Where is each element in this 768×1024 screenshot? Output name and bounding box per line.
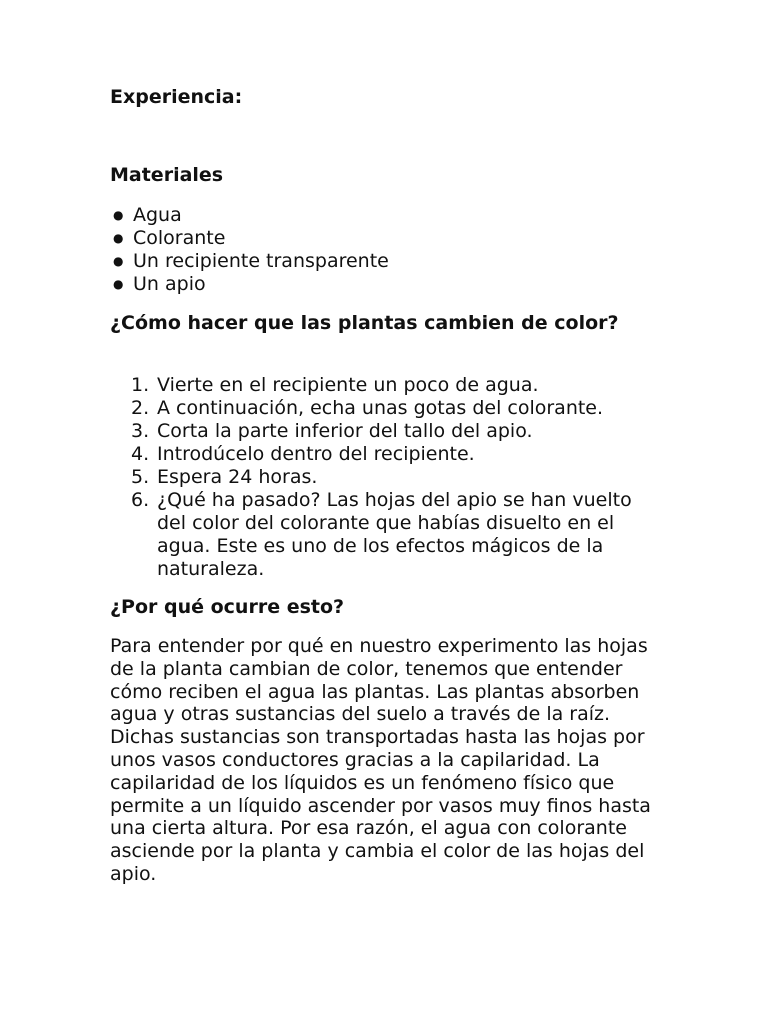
list-item [110,420,650,443]
step-text: Espera 24 horas. [157,466,318,488]
step-number: 5. [131,466,150,488]
material-label: Agua [133,204,182,226]
materials-list [110,204,389,296]
bullet-icon: ● [113,277,124,291]
material-label: Un apio [133,273,206,295]
step-number: 1. [131,374,150,396]
list-item [110,374,650,397]
list-item [110,204,389,227]
list-item [110,443,650,466]
step-text: Introdúcelo dentro del recipiente. [157,443,475,465]
list-item [110,489,650,581]
bullet-icon: ● [113,254,124,268]
list-item [110,227,389,250]
list-item [110,273,389,296]
step-text: Vierte en el recipiente un poco de agua. [157,374,539,396]
bullet-icon: ● [113,231,124,245]
steps-list [110,374,650,581]
step-text: Corta la parte inferior del tallo del apio. [157,420,533,442]
material-label: Colorante [133,227,226,249]
heading-como-hacer: ¿Cómo hacer que las plantas cambien de color? [110,312,619,334]
explanation-paragraph: Para entender por qué en nuestro experimento las hojas de la planta cambian de color, tenemos que entender cómo reciben el agua las plantas. Las plantas absorben agua y otras sustancias del suelo a través de la raíz. Dichas sustancias son transportadas hasta las hojas por unos vasos conductores gracias a la capilaridad. La capilaridad de los líquidos es un fenómeno físico que permite a un líquido ascender por vasos muy finos hasta una cierta altura. Por esa razón, el agua con colorante asciende por la planta y cambia el color de las hojas del apio. [110,635,651,885]
material-label: Un recipiente transparente [133,250,389,272]
step-number: 2. [131,397,150,419]
heading-experiencia: Experiencia: [110,86,243,108]
list-item [110,250,389,273]
step-number: 4. [131,443,150,465]
step-number: 3. [131,420,150,442]
list-item [110,466,650,489]
heading-materiales: Materiales [110,164,224,186]
step-number: 6. [131,489,150,511]
step-text: A continuación, echa unas gotas del colorante. [157,397,604,419]
heading-por-que: ¿Por qué ocurre esto? [110,596,345,618]
list-item [110,397,650,420]
bullet-icon: ● [113,208,124,222]
step-text: ¿Qué ha pasado? Las hojas del apio se han vuelto del color del colorante que habías disuelto en el agua. Este es uno de los efectos mágicos de la naturaleza. [157,489,632,580]
